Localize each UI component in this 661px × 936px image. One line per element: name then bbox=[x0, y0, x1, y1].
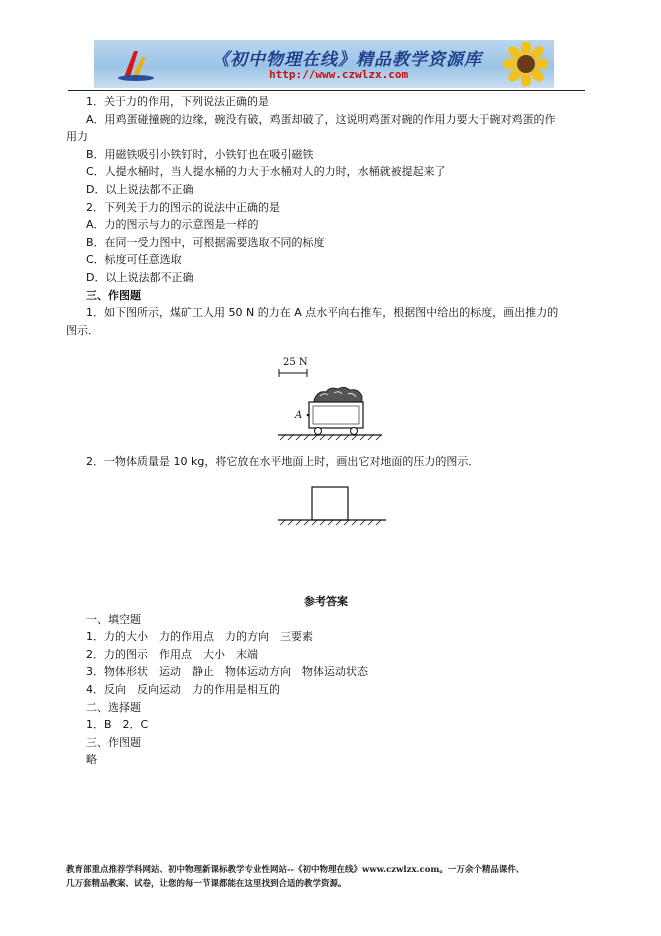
section-heading: 一、填空题 bbox=[86, 612, 141, 626]
section-heading: 三、作图题 bbox=[86, 735, 141, 749]
drawing-question-2-block bbox=[66, 453, 586, 471]
option-d: D．以上说法都不正确 bbox=[86, 182, 194, 196]
sunflower-icon bbox=[504, 42, 548, 86]
header-banner bbox=[94, 40, 554, 88]
site-logo-icon bbox=[116, 47, 156, 83]
option-b: B．用磁铁吸引小铁钉时，小铁钉也在吸引磁铁 bbox=[86, 147, 314, 161]
question-stem: 2．下列关于力的图示的说法中正确的是 bbox=[86, 200, 280, 214]
answer-line: 1．力的大小 力的作用点 力的方向 三要素 bbox=[86, 630, 313, 644]
footer-line: 教育部重点推荐学科网站、初中物理新课标教学专业性网站--《初中物理在线》www.czwlzx.com。一万余个精品课件、 bbox=[66, 865, 525, 875]
block-object bbox=[312, 487, 348, 520]
answer-line: 略 bbox=[86, 753, 97, 767]
option-a: A．用鸡蛋碰撞碗的边缘，碗没有破，鸡蛋却破了，这说明鸡蛋对碗的作用力要大于碗对鸡蛋的作 bbox=[86, 112, 556, 126]
option-b: B．在同一受力图中，可根据需要选取不同的标度 bbox=[86, 235, 325, 249]
point-a-label: A bbox=[295, 410, 303, 421]
drawing-question-1: 1．如下图所示，煤矿工人用 50 N 的力在 A 点水平向右推车，根据图中给出的标度，画出推力的 bbox=[86, 306, 559, 320]
block-figure bbox=[276, 484, 388, 530]
page-footer bbox=[66, 863, 596, 891]
site-title: 《初中物理在线》精品教学资源库 bbox=[212, 50, 482, 70]
answer-line: 3．物体形状 运动 静止 物体运动方向 物体运动状态 bbox=[86, 665, 368, 679]
answer-line: 2．力的图示 作用点 大小 末端 bbox=[86, 647, 258, 661]
answers-block bbox=[66, 593, 586, 769]
option-a-continued: 用力 bbox=[66, 130, 88, 144]
option-d: D．以上说法都不正确 bbox=[86, 270, 194, 284]
section-heading: 三、作图题 bbox=[86, 288, 141, 302]
ground-line bbox=[278, 520, 386, 525]
answers-title: 参考答案 bbox=[304, 595, 348, 608]
mine-cart bbox=[309, 387, 363, 434]
section-heading: 二、选择题 bbox=[86, 700, 141, 714]
ground-line bbox=[278, 435, 382, 440]
option-a: A．力的图示与力的示意图是一样的 bbox=[86, 218, 259, 232]
footer-line: 几万套精品教案、试卷，让您的每一节课都能在这里找到合适的教学资源。 bbox=[66, 879, 347, 889]
document-body bbox=[66, 93, 586, 339]
drawing-question-2: 2．一物体质量是 10 kg，将它放在水平地面上时，画出它对地面的压力的图示． bbox=[86, 455, 480, 468]
mine-cart-figure bbox=[276, 352, 386, 442]
point-a-marker bbox=[307, 414, 310, 417]
answer-line: 1．B 2．C bbox=[86, 718, 149, 732]
scale-label: 25 N bbox=[283, 357, 308, 368]
site-url: http://www.czwlzx.com bbox=[269, 68, 409, 81]
answer-line: 4．反向 反向运动 力的作用是相互的 bbox=[86, 682, 280, 696]
header-rule bbox=[68, 90, 585, 91]
scale-bar bbox=[279, 369, 307, 377]
drawing-question-1-continued: 图示． bbox=[66, 323, 99, 337]
question-stem: 1．关于力的作用，下列说法正确的是 bbox=[86, 95, 269, 108]
option-c: C．人提水桶时，当人提水桶的力大于水桶对人的力时，水桶就被提起来了 bbox=[86, 165, 446, 179]
option-c: C．标度可任意选取 bbox=[86, 253, 182, 267]
